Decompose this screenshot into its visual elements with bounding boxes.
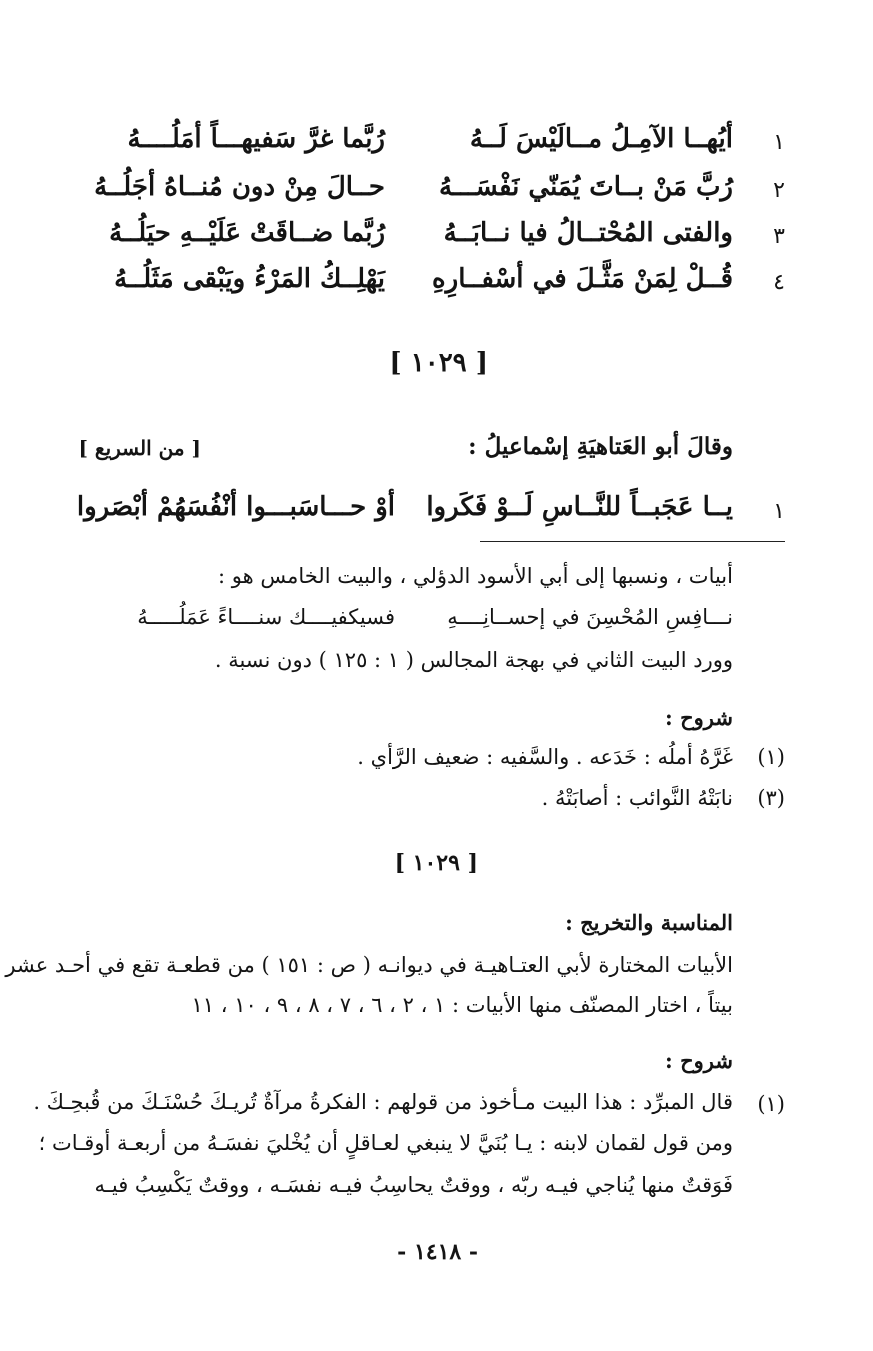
verse-number: ٤ — [773, 270, 785, 295]
commentary-heading: شروح : — [665, 1048, 733, 1073]
verse-hemistich-right: والفتى المُحْتــالُ فيا نــابَــهُ — [443, 218, 733, 248]
provenance-line: بيتاً ، اختار المصنّف منها الأبيات : ١ ، ٢ ، ٦ ، ٧ ، ٨ ، ٩ ، ١٠ ، ١١ — [191, 993, 733, 1017]
commentary-number: (١) — [757, 745, 785, 769]
verse-hemistich-right: أيُهــا الآمِـلُ مــالَيْسَ لَــهُ — [469, 124, 733, 154]
commentary-text: غَرَّهُ أملُه : خَدَعه . والسَّفيه : ضعيف الرَّأي . — [357, 745, 733, 769]
provenance-line: الأبيات المختارة لأبي العتـاهيـة في ديوانـه ( ص : ١٥١ ) من قطعـة تقع في أحـد عشر — [5, 953, 733, 977]
verse-number: ١ — [773, 130, 785, 155]
verse-hemistich-left: حــالَ مِنْ دون مُنــاهُ أجَلُــهُ — [94, 172, 385, 202]
verse-number: ٢ — [773, 178, 785, 203]
commentary-text: نابَتْهُ النَّوائب : أصابَتْهُ . — [541, 786, 733, 810]
verse-hemistich-right: رُبَّ مَنْ بــاتَ يُمَنّي نَفْسَـــهُ — [439, 172, 733, 202]
commentary-number: (١) — [757, 1092, 785, 1116]
verse-hemistich-left: أوْ حـــاسَبـــوا أنْفُسَهُمْ أبْصَروا — [76, 492, 395, 522]
commentary-line: ومن قول لقمان لابنه : يـا بُنَيَّ لا ينبغي لعـاقلٍ أن يُخْليَ نفسَـهُ من أربعـة أوقـات ؛ — [38, 1131, 733, 1155]
note-line: وورد البيت الثاني في بهجة المجالس ( ١ : ١٢٥ ) دون نسبة . — [214, 648, 733, 672]
verse-hemistich-left: رُبَّما غرَّ سَفيهـــاً أمَلُــــهُ — [127, 124, 385, 154]
commentary-heading: شروح : — [665, 705, 733, 730]
page-number: - ١٤١٨ - — [397, 1239, 478, 1265]
note-line: أبيات ، ونسبها إلى أبي الأسود الدؤلي ، والبيت الخامس هو : — [217, 564, 733, 588]
note-verse-left: فسيكفيــــك سنــــاءً عَمَلُـــــهُ — [137, 605, 395, 629]
provenance-heading: المناسبة والتخريج : — [565, 910, 733, 935]
poem-intro: وقالَ أبو العَتاهيَةِ إسْماعيلُ : — [468, 433, 733, 460]
verse-hemistich-right: يــا عَجَبــاً للنَّــاسِ لَــوْ فَكَروا — [426, 492, 733, 522]
verse-hemistich-right: قُــلْ لِمَنْ مَثَّـلَ في أسْفــارِهِ — [432, 264, 733, 294]
note-verse-right: نـــافِسِ المُحْسِنَ في إحســانِــــهِ — [447, 605, 733, 629]
verse-hemistich-left: رُبَّما ضــاقَتْ عَلَيْــهِ حيَلُــهُ — [109, 218, 385, 248]
commentary-number: (٣) — [757, 786, 785, 810]
meter-label: [ من السريع ] — [78, 436, 201, 460]
footnote-separator — [480, 541, 785, 542]
verse-hemistich-left: يَهْلِــكُ المَرْءُ ويَبْقى مَثَلُــهُ — [114, 264, 385, 294]
section-number-header: [ ١٠٢٩ ] — [394, 850, 478, 876]
verse-number: ١ — [773, 499, 785, 524]
commentary-line: فَوَقتٌ منها يُناجي فيـه ربّه ، ووقتٌ يحاسِبُ فيـه نفسَـه ، ووقتٌ يَكْسِبُ فيـه — [94, 1173, 733, 1197]
verse-number: ٣ — [773, 224, 785, 249]
section-number-header: [ ١٠٢٩ ] — [389, 348, 488, 378]
commentary-line: قال المبرِّد : هذا البيت مـأخوذ من قولهم : الفكرةُ مرآةٌ تُريـكَ حُسْنَـكَ من قُبحِـكَ . — [33, 1090, 733, 1114]
